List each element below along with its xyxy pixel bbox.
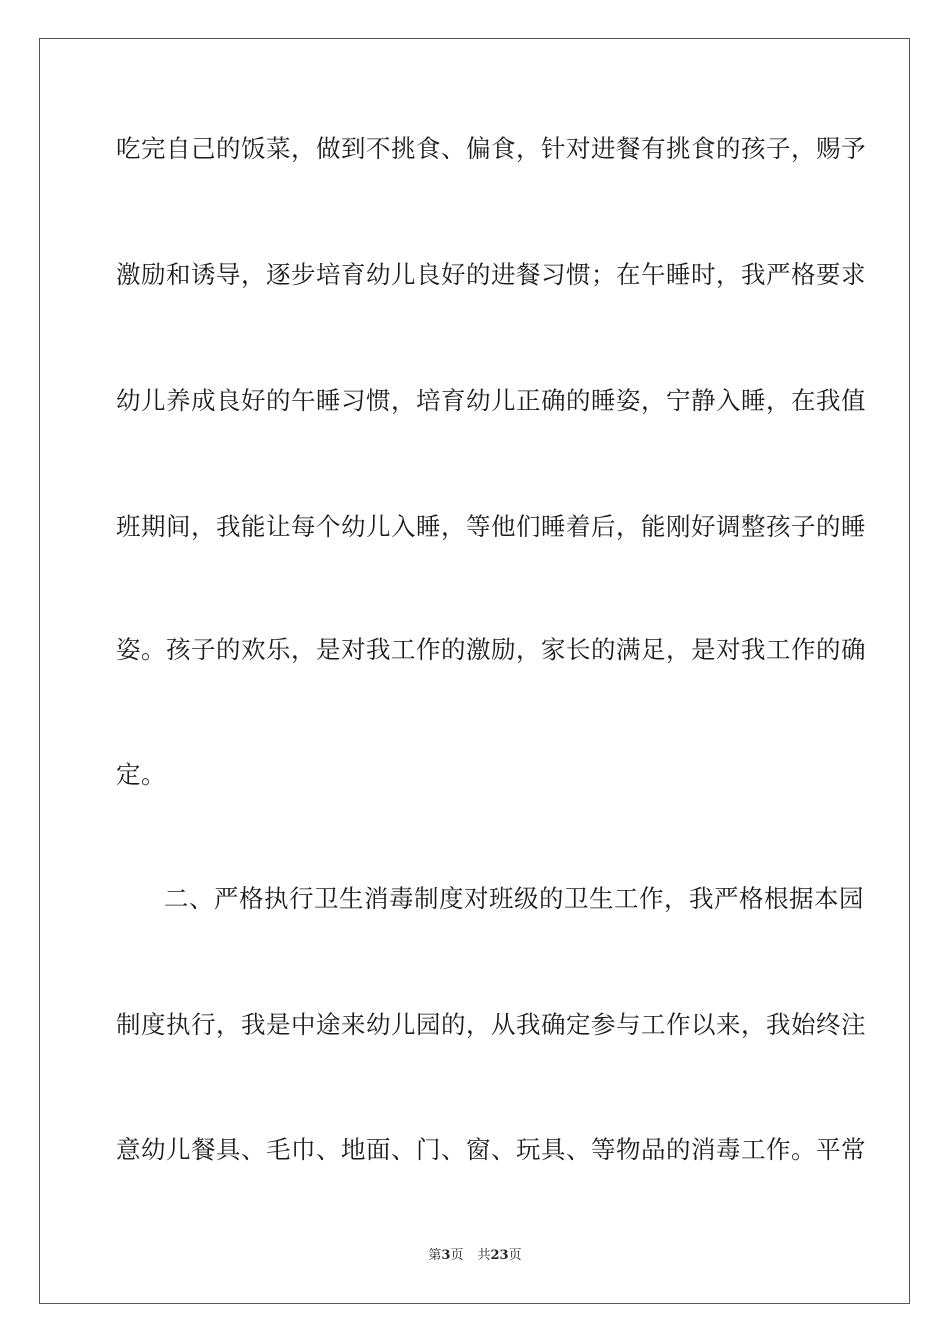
total-label-suffix: 页 xyxy=(508,1248,522,1263)
body-text-line: 姿。孩子的欢乐，是对我工作的激励，家长的满足，是对我工作的确 xyxy=(116,635,866,664)
page-label-prefix: 第 xyxy=(428,1248,442,1263)
page-label-suffix: 页 xyxy=(450,1248,464,1263)
body-text-line: 幼儿养成良好的午睡习惯，培育幼儿正确的睡姿，宁静入睡，在我值 xyxy=(116,386,866,415)
body-text-line: 意幼儿餐具、毛巾、地面、门、窗、玩具、等物品的消毒工作。平常 xyxy=(116,1135,866,1164)
page-border xyxy=(39,38,910,1304)
body-text-line: 吃完自己的饭菜，做到不挑食、偏食，针对进餐有挑食的孩子，赐予 xyxy=(116,134,866,163)
body-text-line: 制度执行，我是中途来幼儿园的，从我确定参与工作以来，我始终注 xyxy=(116,1010,866,1039)
total-label-prefix: 共 xyxy=(477,1248,491,1263)
body-text-line: 激励和诱导，逐步培育幼儿良好的进餐习惯；在午睡时，我严格要求 xyxy=(116,260,866,289)
body-text-line: 班期间，我能让每个幼儿入睡，等他们睡着后，能刚好调整孩子的睡 xyxy=(116,512,866,541)
current-page-number: 3 xyxy=(441,1248,451,1263)
total-pages-number: 23 xyxy=(490,1248,509,1263)
page-footer xyxy=(0,1247,950,1265)
body-text-line: 定。 xyxy=(116,760,166,789)
paragraph-start-line: 二、严格执行卫生消毒制度对班级的卫生工作，我严格根据本园 xyxy=(164,884,864,913)
